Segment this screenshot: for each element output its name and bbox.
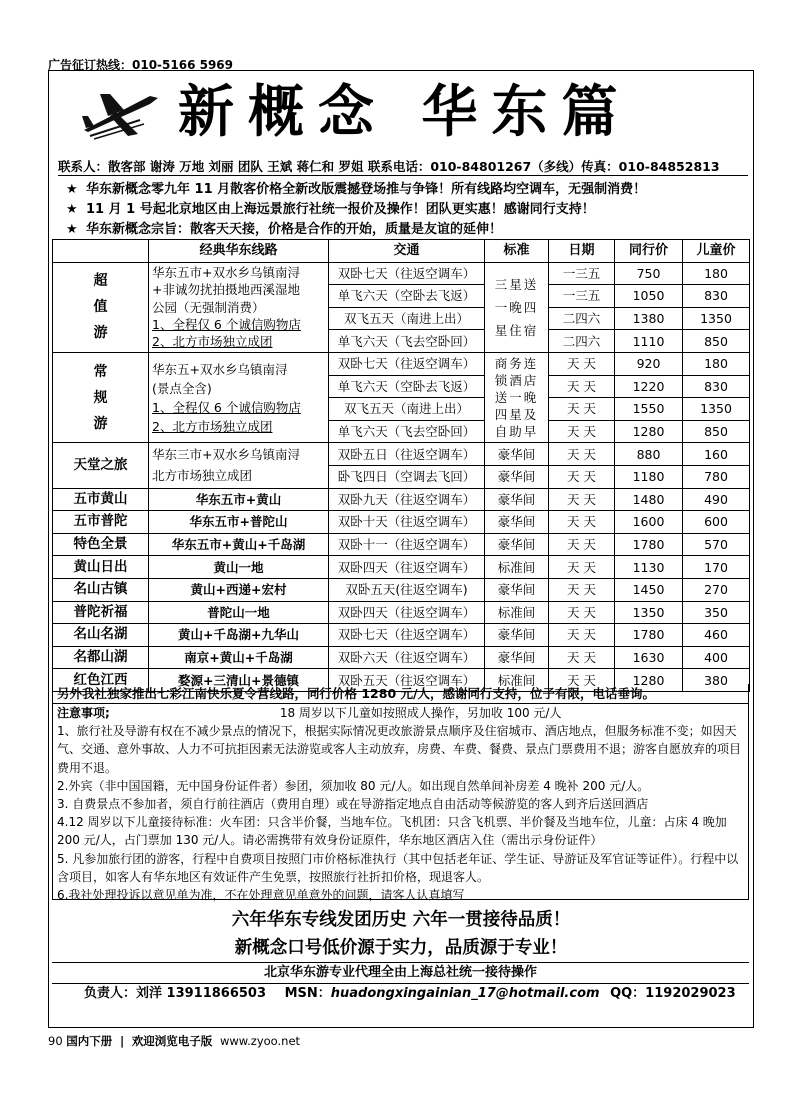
footer-contact [84,982,736,1001]
qq: QQ：1192029023 [610,986,736,1001]
date-cell: 天 天 [549,465,615,488]
route-cell: 华东五市+黄山 [149,488,329,511]
child-price-cell: 380 [683,669,750,692]
star-icon: ★ [66,182,78,197]
standard-cell: 标准间 [485,601,549,624]
table-row [53,352,750,375]
route-cell: 南京+黄山+千岛湖 [149,646,329,669]
transport-cell: 双卧七天（往返空调车） [329,624,485,647]
date-cell: 二四六 [549,307,615,330]
manager: 负责人：刘洋 13911866503 [84,986,267,1001]
separator: | [119,1034,125,1048]
section-name: 国内下册 [66,1034,113,1048]
standard-cell: 豪华间 [485,511,549,534]
date-cell: 天 天 [549,556,615,579]
price-cell: 1600 [615,511,683,534]
transport-cell: 双卧五天(往返空调车) [329,578,485,601]
child-price-cell: 1350 [683,398,750,421]
price-cell: 1450 [615,578,683,601]
notes-head [57,704,744,722]
standard-cell: 豪华间 [485,533,549,556]
price-cell: 1110 [615,330,683,353]
transport-cell: 双卧十天（往返空调车） [329,511,485,534]
standard-cell: 豪华间 [485,578,549,601]
summer-camp-note: 另外我社独家推出七彩江南快乐夏令营线路，同行价格 1280 元/人，感谢同行支持，位子有限，电话垂询。 [52,684,749,704]
child-price-cell: 830 [683,375,750,398]
route-cell: 黄山+千岛湖+九华山 [149,624,329,647]
date-cell: 天 天 [549,669,615,692]
child-price-cell: 850 [683,420,750,443]
standard-cell: 标准间 [485,556,549,579]
category-cell: 普陀祈福 [53,601,149,624]
standard-cell: 商务连 锁酒店 送一晚 四星及 自助早 [485,352,549,442]
route-cell: 华东三市+双水乡乌镇南浔 北方市场独立成团 [149,443,329,488]
header-banner [58,76,744,148]
table-row [53,556,750,579]
category-cell: 名山名湖 [53,624,149,647]
route-cell: 普陀山一地 [149,601,329,624]
ad-hotline: 广告征订热线：010-5166 5969 [48,58,234,72]
child-price-cell: 350 [683,601,750,624]
route-cell: 华东五市+黄山+千岛湖 [149,533,329,556]
standard-cell: 标准间 [485,669,549,692]
table-row [53,443,750,466]
note-item: 4.12 周岁以下儿童接待标准：火车团：只含半价餐，当地车位。飞机团：只含飞机票、半价餐及当地车位，儿童：占床 4 晚加 200 元/人，占门票加 130 元/人。请必需携带有效身份证原件，华东地区酒店入住（需出示身份证件） [57,815,727,848]
slogan-2: 新概念口号低价源于实力，品质源于专业！ [234,938,568,958]
table-row [53,601,750,624]
transport-cell: 单飞六天（空卧去飞返） [329,285,485,308]
standard-cell: 三星送 一晚四 星住宿 [485,262,549,352]
date-cell: 天 天 [549,624,615,647]
child-price-cell: 460 [683,624,750,647]
category-cell: 五市黄山 [53,488,149,511]
transport-cell: 单飞六天（飞去空卧回） [329,420,485,443]
date-cell: 天 天 [549,420,615,443]
category-cell: 超 值 游 [53,262,149,352]
price-cell: 1380 [615,307,683,330]
date-cell: 天 天 [549,646,615,669]
brand-title: 新概念 华东篇 [178,79,632,145]
standard-cell: 豪华间 [485,624,549,647]
msn-address[interactable]: huadongxingainian_17@hotmail.com [330,986,600,1001]
transport-cell: 双卧五天（往返空调车） [329,669,485,692]
note-item: 1、旅行社及导游有权在不减少景点的情况下，根据实际情况更改旅游景点顺序及住宿城市、酒店地点，但服务标准不变；如因天气、交通、意外事故、人力不可抗拒因素无法游览或客人主动放弃，房费、车费、餐费、景点门票费用不退；游客自愿放弃的项目费用不退。 [57,724,742,775]
date-cell: 天 天 [549,352,615,375]
header-blank [53,240,149,263]
standard-cell: 豪华间 [485,488,549,511]
date-cell: 天 天 [549,578,615,601]
date-cell: 天 天 [549,511,615,534]
table-row [53,262,750,285]
notes-section [52,704,749,903]
notice-3: ★ 华东新概念宗旨：散客天天接，价格是合作的开始，质量是友谊的延伸！ [66,222,503,237]
airplane-logo-icon [80,86,160,140]
transport-cell: 单飞六天（空卧去飞返） [329,375,485,398]
route-cell: 华东五市+普陀山 [149,511,329,534]
welcome-text: 欢迎浏览电子版 [131,1034,213,1048]
child-price-cell: 1350 [683,307,750,330]
price-cell: 1780 [615,624,683,647]
child-price-cell: 180 [683,352,750,375]
transport-cell: 双卧七天（往返空调车） [329,352,485,375]
child-price-cell: 490 [683,488,750,511]
category-cell: 天堂之旅 [53,443,149,488]
transport-cell: 双卧十一（往返空调车） [329,533,485,556]
date-cell: 天 天 [549,398,615,421]
child-price-cell: 400 [683,646,750,669]
price-cell: 750 [615,262,683,285]
price-cell: 1280 [615,420,683,443]
transport-cell: 双卧五日（往返空调车） [329,443,485,466]
divider [58,175,748,176]
price-cell: 1550 [615,398,683,421]
contact-line: 联系人：散客部 谢涛 万地 刘丽 团队 王斌 蒋仁和 罗姐 联系电话：010-84801267（多线）传真：010-84852813 [58,159,720,174]
table-row [53,624,750,647]
transport-cell: 双卧六天（往返空调车） [329,646,485,669]
price-cell: 1630 [615,646,683,669]
slogan-1: 六年华东专线发团历史 六年一贯接待品质！ [231,910,571,930]
header-standard: 标准 [485,240,549,263]
transport-cell: 双卧四天（往返空调车） [329,556,485,579]
category-cell: 黄山日出 [53,556,149,579]
child-price-cell: 170 [683,556,750,579]
header-child-price: 儿童价 [683,240,750,263]
transport-cell: 双卧九天（往返空调车） [329,488,485,511]
price-cell: 1780 [615,533,683,556]
transport-cell: 双飞五天（南进上出） [329,398,485,421]
table-header-row [53,240,750,263]
page-footer [48,1033,300,1049]
note-item: 5. 凡参加旅行团的游客，行程中自费项目按照门市价格标准执行（其中包括老年证、学生证、导游证及军官证等证件）。行程中以含项目，如客人有华东地区有效证件产生免票，按照旅行社折扣价格，现退客人。 [57,851,739,884]
route-cell: 黄山一地 [149,556,329,579]
agency-line: 北京华东游专业代理全由上海总社统一接待操作 [52,962,749,984]
price-cell: 1050 [615,285,683,308]
routes-table [52,239,750,692]
price-cell: 1480 [615,488,683,511]
header-transport: 交通 [329,240,485,263]
standard-cell: 豪华间 [485,443,549,466]
child-price-cell: 850 [683,330,750,353]
header-route: 经典华东线路 [149,240,329,263]
date-cell: 一三五 [549,285,615,308]
child-price-cell: 570 [683,533,750,556]
notice-2: ★ 11 月 1 号起北京地区由上海远景旅行社统一报价及操作！团队更实惠！感谢同行支持！ [66,202,595,217]
child-price-cell: 160 [683,443,750,466]
transport-cell: 双飞五天（南进上出） [329,307,485,330]
price-cell: 920 [615,352,683,375]
table-row [53,511,750,534]
price-cell: 1280 [615,669,683,692]
notice-1: ★ 华东新概念零九年 11 月散客价格全新改版震撼登场推与争锋！所有线路均空调车，无强制消费！ [66,182,647,197]
price-cell: 1350 [615,601,683,624]
date-cell: 天 天 [549,533,615,556]
category-cell: 名都山湖 [53,646,149,669]
category-cell: 特色全景 [53,533,149,556]
notes-title: 注意事项; [57,706,110,720]
date-cell: 天 天 [549,443,615,466]
child-policy: 18 周岁以下儿童如按照成人操作，另加收 100 元/人 [279,706,562,720]
site-link[interactable]: www.zyoo.net [219,1034,301,1048]
route-cell: 黄山+西递+宏村 [149,578,329,601]
child-price-cell: 180 [683,262,750,285]
transport-cell: 单飞六天（飞去空卧回） [329,330,485,353]
table-row [53,533,750,556]
category-cell: 名山古镇 [53,578,149,601]
msn-label: MSN： [284,986,331,1001]
transport-cell: 双卧四天（往返空调车） [329,601,485,624]
table-row [53,646,750,669]
date-cell: 天 天 [549,375,615,398]
table-row [53,488,750,511]
price-cell: 1220 [615,375,683,398]
date-cell: 一三五 [549,262,615,285]
transport-cell: 卧飞四日（空调去飞回） [329,465,485,488]
simple-rows [53,488,750,691]
category-cell: 五市普陀 [53,511,149,534]
price-cell: 1130 [615,556,683,579]
child-price-cell: 600 [683,511,750,534]
route-cell: 婺源+三清山+景德镇 [149,669,329,692]
category-cell: 常 规 游 [53,352,149,442]
standard-cell: 豪华间 [485,465,549,488]
transport-cell: 双卧七天（往返空调车） [329,262,485,285]
note-item: 6.我社处理投诉以意见单为准，不在处理意见单意外的问题，请客人认真填写 [57,888,465,903]
star-icon: ★ [66,202,78,217]
price-cell: 880 [615,443,683,466]
category-cell: 红色江西 [53,669,149,692]
table-row [53,578,750,601]
date-cell: 二四六 [549,330,615,353]
header-price: 同行价 [615,240,683,263]
price-cell: 1180 [615,465,683,488]
note-item: 2.外宾（非中国国籍，无中国身份证件者）参团，须加收 80 元/人。如出现自然单间补房差 4 晚补 200 元/人。 [57,778,650,793]
note-item: 3. 自费景点不参加者，须自行前往酒店（费用自理）或在导游指定地点自由活动等候游览的客人到齐后送回酒店 [57,797,649,812]
child-price-cell: 780 [683,465,750,488]
child-price-cell: 270 [683,578,750,601]
date-cell: 天 天 [549,488,615,511]
header-date: 日期 [549,240,615,263]
date-cell: 天 天 [549,601,615,624]
child-price-cell: 830 [683,285,750,308]
star-icon: ★ [66,222,78,237]
page-number: 90 [48,1034,63,1048]
route-cell: 华东五市+双水乡乌镇南浔 +非诚勿扰拍摄地西溪湿地 公园（无强制消费） 1、全程仅 6 个诚信购物店 2、北方市场独立成团 [149,262,329,352]
standard-cell: 豪华间 [485,646,549,669]
route-cell: 华东五+双水乡乌镇南浔 (景点全含) 1、全程仅 6 个诚信购物店 2、北方市场独立成团 [149,352,329,442]
